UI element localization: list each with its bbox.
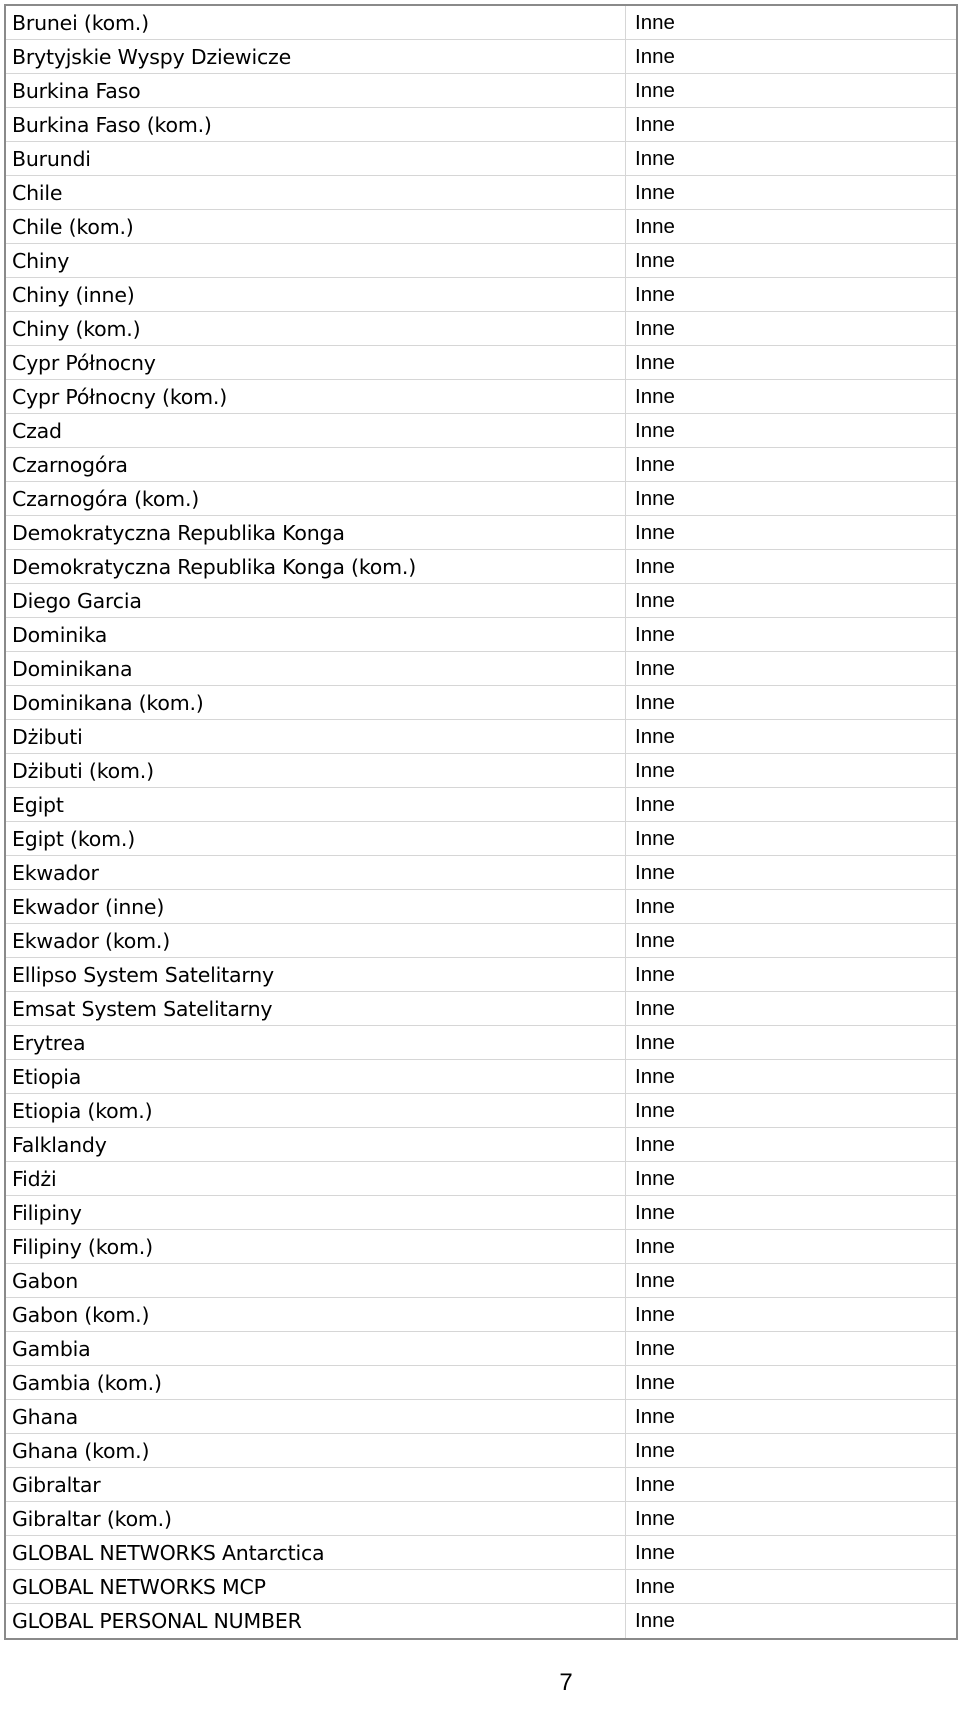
country-name-cell: Czad [6, 414, 626, 447]
category-cell: Inne [635, 1405, 675, 1428]
category-cell: Inne [635, 895, 675, 918]
country-name-cell: Czarnogóra (kom.) [6, 482, 626, 515]
category-cell: Inne [635, 79, 675, 102]
table-row [6, 142, 956, 176]
category-cell: Inne [635, 419, 675, 442]
country-name-cell: Filipiny (kom.) [6, 1230, 626, 1263]
country-name-cell: Ekwador [6, 856, 626, 889]
table-row [6, 1230, 956, 1264]
category-cell: Inne [635, 215, 675, 238]
page-number: 7 [559, 1669, 573, 1696]
category-cell: Inne [635, 1235, 675, 1258]
category-cell: Inne [635, 997, 675, 1020]
table-row [6, 516, 956, 550]
country-name-cell: Burundi [6, 142, 626, 175]
category-cell: Inne [635, 487, 675, 510]
country-name-cell: Etiopia (kom.) [6, 1094, 626, 1127]
category-cell: Inne [635, 827, 675, 850]
country-name-cell: Gambia [6, 1332, 626, 1365]
table-row [6, 1366, 956, 1400]
country-name-cell: Burkina Faso (kom.) [6, 108, 626, 141]
table-row [6, 1570, 956, 1604]
table-row [6, 1060, 956, 1094]
category-cell: Inne [635, 453, 675, 476]
table-row [6, 584, 956, 618]
category-cell: Inne [635, 1473, 675, 1496]
table-row [6, 652, 956, 686]
table-row [6, 890, 956, 924]
table-row [6, 958, 956, 992]
country-name-cell: Brunei (kom.) [6, 6, 626, 39]
table-row [6, 1128, 956, 1162]
category-cell: Inne [635, 317, 675, 340]
country-name-cell: Gabon [6, 1264, 626, 1297]
table-row [6, 278, 956, 312]
country-name-cell: Burkina Faso [6, 74, 626, 107]
table-row [6, 312, 956, 346]
table-row [6, 924, 956, 958]
table-row [6, 720, 956, 754]
table-row [6, 788, 956, 822]
country-name-cell: Ghana [6, 1400, 626, 1433]
table-row [6, 1298, 956, 1332]
category-cell: Inne [635, 113, 675, 136]
category-cell: Inne [635, 521, 675, 544]
category-cell: Inne [635, 725, 675, 748]
table-row [6, 754, 956, 788]
table-row [6, 992, 956, 1026]
country-name-cell: Egipt (kom.) [6, 822, 626, 855]
country-name-cell: Dominika [6, 618, 626, 651]
table-row [6, 108, 956, 142]
category-cell: Inne [635, 691, 675, 714]
table-row [6, 1264, 956, 1298]
country-name-cell: Cypr Północny [6, 346, 626, 379]
category-cell: Inne [635, 1337, 675, 1360]
country-name-cell: Fidżi [6, 1162, 626, 1195]
table-row [6, 1094, 956, 1128]
country-name-cell: Gibraltar (kom.) [6, 1502, 626, 1535]
country-name-cell: Chile (kom.) [6, 210, 626, 243]
category-cell: Inne [635, 963, 675, 986]
country-name-cell: Gibraltar [6, 1468, 626, 1501]
table-row [6, 1162, 956, 1196]
table-row [6, 6, 956, 40]
table-row [6, 244, 956, 278]
category-cell: Inne [635, 249, 675, 272]
table-row [6, 1604, 956, 1638]
country-name-cell: Gabon (kom.) [6, 1298, 626, 1331]
table-row [6, 40, 956, 74]
category-cell: Inne [635, 793, 675, 816]
category-cell: Inne [635, 657, 675, 680]
country-name-cell: GLOBAL PERSONAL NUMBER [6, 1604, 626, 1638]
country-name-cell: Ekwador (inne) [6, 890, 626, 923]
country-name-cell: Falklandy [6, 1128, 626, 1161]
category-cell: Inne [635, 929, 675, 952]
country-name-cell: Czarnogóra [6, 448, 626, 481]
country-name-cell: Gambia (kom.) [6, 1366, 626, 1399]
category-cell: Inne [635, 147, 675, 170]
category-cell: Inne [635, 1371, 675, 1394]
country-name-cell: Ekwador (kom.) [6, 924, 626, 957]
category-cell: Inne [635, 589, 675, 612]
country-name-cell: Dominikana [6, 652, 626, 685]
table-row [6, 686, 956, 720]
category-cell: Inne [635, 1609, 675, 1632]
country-name-cell: Chiny [6, 244, 626, 277]
table-row [6, 856, 956, 890]
country-name-cell: Chiny (kom.) [6, 312, 626, 345]
category-cell: Inne [635, 1167, 675, 1190]
table-row [6, 550, 956, 584]
table-row [6, 482, 956, 516]
table-row [6, 1026, 956, 1060]
country-name-cell: Erytrea [6, 1026, 626, 1059]
category-cell: Inne [635, 11, 675, 34]
category-cell: Inne [635, 351, 675, 374]
table-row [6, 210, 956, 244]
table-row [6, 1400, 956, 1434]
table-row [6, 1332, 956, 1366]
country-name-cell: Dominikana (kom.) [6, 686, 626, 719]
table-row [6, 1536, 956, 1570]
table-row [6, 1468, 956, 1502]
country-name-cell: GLOBAL NETWORKS MCP [6, 1570, 626, 1603]
country-name-cell: Brytyjskie Wyspy Dziewicze [6, 40, 626, 73]
category-cell: Inne [635, 861, 675, 884]
category-cell: Inne [635, 45, 675, 68]
country-name-cell: GLOBAL NETWORKS Antarctica [6, 1536, 626, 1569]
category-cell: Inne [635, 1269, 675, 1292]
table-row [6, 176, 956, 210]
category-cell: Inne [635, 1133, 675, 1156]
table-row [6, 74, 956, 108]
table-row [6, 822, 956, 856]
category-cell: Inne [635, 1201, 675, 1224]
category-cell: Inne [635, 759, 675, 782]
category-cell: Inne [635, 1065, 675, 1088]
table-row [6, 1502, 956, 1536]
category-cell: Inne [635, 1031, 675, 1054]
category-cell: Inne [635, 1575, 675, 1598]
country-name-cell: Diego Garcia [6, 584, 626, 617]
category-cell: Inne [635, 1541, 675, 1564]
country-name-cell: Filipiny [6, 1196, 626, 1229]
category-cell: Inne [635, 555, 675, 578]
country-name-cell: Chile [6, 176, 626, 209]
table-row [6, 618, 956, 652]
country-name-cell: Ghana (kom.) [6, 1434, 626, 1467]
category-cell: Inne [635, 181, 675, 204]
category-cell: Inne [635, 1303, 675, 1326]
country-name-cell: Dżibuti [6, 720, 626, 753]
table-row [6, 414, 956, 448]
category-cell: Inne [635, 1439, 675, 1462]
category-cell: Inne [635, 385, 675, 408]
table-row [6, 1196, 956, 1230]
country-name-cell: Demokratyczna Republika Konga (kom.) [6, 550, 626, 583]
country-table [4, 4, 958, 1640]
category-cell: Inne [635, 623, 675, 646]
country-name-cell: Emsat System Satelitarny [6, 992, 626, 1025]
country-name-cell: Etiopia [6, 1060, 626, 1093]
category-cell: Inne [635, 283, 675, 306]
country-name-cell: Chiny (inne) [6, 278, 626, 311]
country-name-cell: Cypr Północny (kom.) [6, 380, 626, 413]
table-row [6, 346, 956, 380]
category-cell: Inne [635, 1507, 675, 1530]
category-cell: Inne [635, 1099, 675, 1122]
table-row [6, 380, 956, 414]
country-name-cell: Demokratyczna Republika Konga [6, 516, 626, 549]
table-row [6, 1434, 956, 1468]
table-row [6, 448, 956, 482]
country-name-cell: Ellipso System Satelitarny [6, 958, 626, 991]
country-name-cell: Dżibuti (kom.) [6, 754, 626, 787]
country-name-cell: Egipt [6, 788, 626, 821]
